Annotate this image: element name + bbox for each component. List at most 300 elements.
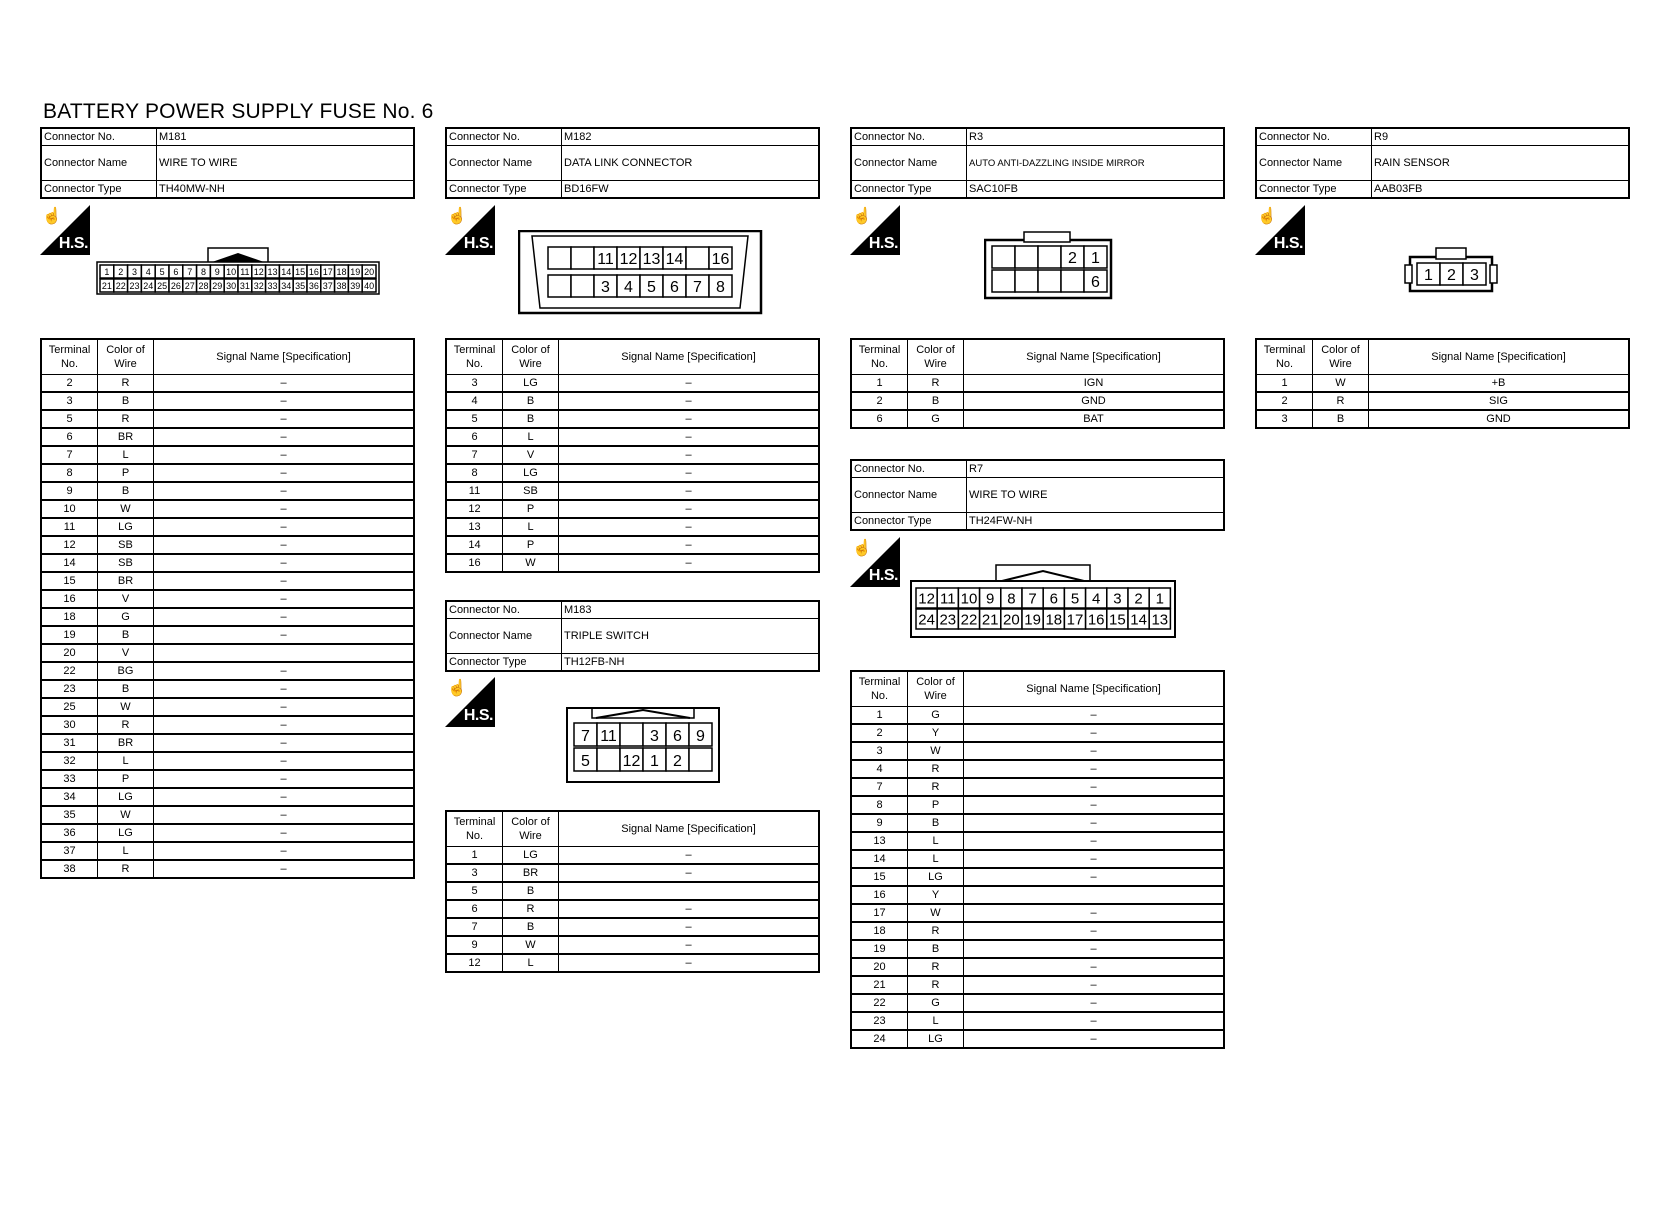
table-row [446, 464, 819, 482]
signal-name-cell: – [559, 918, 820, 936]
terminal-no-cell: 37 [41, 842, 98, 860]
wire-color-cell: R [503, 900, 559, 918]
signal-name-cell: – [559, 900, 820, 918]
pin-cell [689, 748, 712, 771]
signal-name-cell [964, 886, 1225, 904]
terminal-no-cell: 4 [446, 392, 503, 410]
signal-name-cell [154, 644, 415, 662]
table-row [41, 608, 414, 626]
hand-icon: ☝ [852, 208, 872, 225]
signal-name-cell: GND [964, 392, 1225, 410]
wire-color-cell: L [98, 752, 154, 770]
terminal-no-cell: 15 [41, 572, 98, 590]
table-row [851, 760, 1224, 778]
header-terminal-no: Terminal No. [851, 671, 908, 707]
pin-cell [1038, 246, 1061, 268]
table-row [446, 482, 819, 500]
pin-label: 17 [1066, 611, 1084, 629]
terminal-no-cell: 3 [1256, 410, 1313, 428]
terminal-no-cell: 10 [41, 500, 98, 518]
pin-cell [597, 748, 620, 771]
signal-name-cell: – [154, 590, 415, 608]
header-color-of-wire: Color of Wire [908, 671, 964, 707]
table-row [41, 626, 414, 644]
table-row [41, 770, 414, 788]
table-row [41, 464, 414, 482]
table-row [851, 832, 1224, 850]
table-row [446, 428, 819, 446]
wire-color-cell: LG [98, 788, 154, 806]
signal-name-cell: – [154, 788, 415, 806]
terminal-no-cell: 3 [446, 864, 503, 882]
signal-name-cell: – [154, 428, 415, 446]
terminal-no-cell: 15 [851, 868, 908, 886]
terminal-no-cell: 12 [446, 954, 503, 972]
terminal-no-cell: 33 [41, 770, 98, 788]
terminal-no-cell: 14 [446, 536, 503, 554]
pin-label: 12 [622, 752, 641, 770]
pin-label: 21 [101, 281, 112, 292]
table-row [851, 868, 1224, 886]
connector-face-r3 [984, 230, 1114, 300]
terminal-no-cell: 12 [41, 536, 98, 554]
table-row [41, 500, 414, 518]
terminal-no-cell: 25 [41, 698, 98, 716]
pin-label: 2 [1068, 250, 1077, 268]
table-row [446, 375, 819, 393]
wire-color-cell: Y [908, 724, 964, 742]
terminal-no-cell: 18 [41, 608, 98, 626]
wire-color-cell: W [908, 742, 964, 760]
table-row [446, 410, 819, 428]
pin-label: 3 [650, 727, 659, 745]
signal-name-cell: – [154, 842, 415, 860]
pin-label: 32 [253, 281, 264, 292]
signal-name-cell: – [154, 500, 415, 518]
pin-label: 16 [1087, 611, 1105, 629]
signal-name-cell: – [559, 864, 820, 882]
wire-color-cell: LG [908, 1030, 964, 1048]
table-row [41, 392, 414, 410]
pin-label: 1 [650, 752, 659, 770]
pin-label: 12 [918, 590, 935, 608]
terminal-no-cell: 38 [41, 860, 98, 878]
signal-name-cell: – [154, 860, 415, 878]
pin-label: 14 [665, 251, 684, 269]
table-row [41, 482, 414, 500]
table-row [41, 734, 414, 752]
label-connector-type: Connector Type [41, 181, 157, 199]
pin-label: 2 [1447, 267, 1456, 285]
signal-name-cell: – [964, 1012, 1225, 1030]
terminal-table-r7 [850, 670, 1225, 1049]
terminal-no-cell: 18 [851, 922, 908, 940]
terminal-no-cell: 20 [851, 958, 908, 976]
label-connector-name: Connector Name [1256, 146, 1372, 181]
table-row [41, 410, 414, 428]
pin-label: 10 [226, 267, 237, 278]
terminal-no-cell: 5 [41, 410, 98, 428]
pin-label: 5 [647, 279, 656, 297]
label-connector-type: Connector Type [851, 513, 967, 531]
terminal-no-cell: 2 [851, 724, 908, 742]
pin-label: 4 [624, 279, 633, 297]
terminal-no-cell: 31 [41, 734, 98, 752]
connector-name: RAIN SENSOR [1372, 146, 1630, 181]
pin-label: 28 [198, 281, 209, 292]
terminal-no-cell: 5 [446, 882, 503, 900]
wire-color-cell: R [1313, 392, 1369, 410]
signal-name-cell: – [154, 698, 415, 716]
label-connector-no: Connector No. [1256, 128, 1372, 146]
pin-cell [1015, 270, 1038, 292]
table-row [41, 536, 414, 554]
pin-label: 15 [1109, 611, 1126, 629]
signal-name-cell: – [964, 814, 1225, 832]
pin-cell [548, 247, 571, 269]
pin-label: 24 [918, 611, 935, 629]
pin-label: 1 [104, 267, 110, 278]
pin-label: 40 [364, 281, 375, 292]
connector-face-m182 [518, 230, 768, 316]
wire-color-cell: B [908, 392, 964, 410]
table-row [41, 698, 414, 716]
connector-no: M182 [562, 128, 820, 146]
terminal-no-cell: 1 [446, 847, 503, 865]
connector-no: M181 [157, 128, 415, 146]
wire-color-cell: B [503, 410, 559, 428]
pin-label: 13 [1151, 611, 1169, 629]
pin-label: 3 [1470, 267, 1479, 285]
terminal-no-cell: 19 [851, 940, 908, 958]
connector-no: R7 [967, 460, 1225, 478]
wire-color-cell: R [98, 410, 154, 428]
hs-icon: ☝ H.S. [850, 537, 900, 587]
terminal-no-cell: 24 [851, 1030, 908, 1048]
connector-no: R9 [1372, 128, 1630, 146]
signal-name-cell: – [154, 806, 415, 824]
wire-color-cell: L [908, 1012, 964, 1030]
table-row [851, 742, 1224, 760]
terminal-no-cell: 23 [41, 680, 98, 698]
table-row [41, 752, 414, 770]
table-row [851, 904, 1224, 922]
header-terminal-no: Terminal No. [851, 339, 908, 375]
table-row [851, 994, 1224, 1012]
pin-label: 31 [239, 281, 250, 292]
label-connector-name: Connector Name [851, 478, 967, 513]
hs-icon: ☝ H.S. [850, 205, 900, 255]
signal-name-cell: – [559, 392, 820, 410]
wire-color-cell: P [98, 464, 154, 482]
connector-face-r7 [910, 561, 1180, 641]
signal-name-cell: – [559, 500, 820, 518]
pin-label: 6 [1049, 590, 1058, 608]
pin-label: 7 [693, 279, 702, 297]
pin-label: 7 [581, 727, 590, 745]
terminal-no-cell: 20 [41, 644, 98, 662]
table-row [446, 847, 819, 865]
signal-name-cell: – [154, 680, 415, 698]
connector-type: AAB03FB [1372, 181, 1630, 199]
pin-label: 3 [131, 267, 138, 278]
wire-color-cell: L [98, 842, 154, 860]
wire-color-cell: R [908, 760, 964, 778]
pin-label: 37 [322, 281, 333, 292]
terminal-no-cell: 23 [851, 1012, 908, 1030]
header-signal-name: Signal Name [Specification] [1369, 339, 1630, 375]
terminal-no-cell: 22 [41, 662, 98, 680]
terminal-no-cell: 17 [851, 904, 908, 922]
signal-name-cell: SIG [1369, 392, 1630, 410]
table-row [446, 882, 819, 900]
pin-label: 13 [267, 267, 278, 278]
connector-r7-info [850, 459, 1225, 531]
wire-color-cell: R [98, 716, 154, 734]
signal-name-cell: – [154, 824, 415, 842]
wire-color-cell: V [98, 590, 154, 608]
wire-color-cell: W [98, 806, 154, 824]
table-row [851, 392, 1224, 410]
header-terminal-no: Terminal No. [446, 811, 503, 847]
wire-color-cell: B [98, 680, 154, 698]
table-row [41, 806, 414, 824]
connector-face-r9 [1404, 245, 1500, 295]
terminal-table-m182 [445, 338, 820, 573]
table-row [446, 446, 819, 464]
pin-label: 6 [673, 727, 682, 745]
header-color-of-wire: Color of Wire [1313, 339, 1369, 375]
pin-label: 3 [601, 279, 610, 297]
pin-cell [571, 247, 594, 269]
pin-label: 16 [711, 251, 730, 269]
table-row [41, 375, 414, 393]
wire-color-cell: L [98, 446, 154, 464]
pin-cell [1015, 246, 1038, 268]
signal-name-cell: – [964, 796, 1225, 814]
wire-color-cell: BR [503, 864, 559, 882]
connector-type: SAC10FB [967, 181, 1225, 199]
wire-color-cell: Y [908, 886, 964, 904]
table-row [851, 976, 1224, 994]
pin-label: 11 [240, 267, 250, 278]
label-connector-name: Connector Name [446, 146, 562, 181]
terminal-no-cell: 8 [446, 464, 503, 482]
wire-color-cell: G [908, 410, 964, 428]
terminal-no-cell: 6 [446, 428, 503, 446]
signal-name-cell: – [154, 482, 415, 500]
signal-name-cell: – [154, 572, 415, 590]
terminal-no-cell: 6 [446, 900, 503, 918]
terminal-no-cell: 7 [41, 446, 98, 464]
wire-color-cell: B [908, 940, 964, 958]
wire-color-cell: W [503, 554, 559, 572]
terminal-table-r3 [850, 338, 1225, 429]
pin-label: 23 [939, 611, 957, 629]
terminal-no-cell: 35 [41, 806, 98, 824]
table-row [851, 886, 1224, 904]
wire-color-cell: V [503, 446, 559, 464]
pin-label: 2 [1134, 590, 1143, 608]
signal-name-cell: +B [1369, 375, 1630, 393]
hand-icon: ☝ [447, 680, 467, 697]
signal-name-cell: – [559, 464, 820, 482]
pin-label: 5 [1070, 590, 1080, 608]
pin-cell [1038, 270, 1061, 292]
terminal-no-cell: 16 [446, 554, 503, 572]
wire-color-cell: B [98, 392, 154, 410]
connector-m181-info [40, 127, 415, 199]
table-row [446, 536, 819, 554]
connector-name: WIRE TO WIRE [157, 146, 415, 181]
pin-label: 9 [214, 267, 220, 278]
signal-name-cell: – [154, 518, 415, 536]
terminal-no-cell: 4 [851, 760, 908, 778]
signal-name-cell: – [964, 778, 1225, 796]
signal-name-cell: – [154, 464, 415, 482]
wire-color-cell: G [908, 994, 964, 1012]
label-connector-no: Connector No. [446, 128, 562, 146]
table-row [41, 662, 414, 680]
wire-color-cell: LG [908, 868, 964, 886]
table-row [41, 446, 414, 464]
table-row [446, 918, 819, 936]
table-row [851, 814, 1224, 832]
pin-label: 11 [597, 251, 614, 269]
table-row [41, 788, 414, 806]
pin-label: 6 [670, 279, 679, 297]
pin-label: 34 [281, 281, 292, 292]
header-color-of-wire: Color of Wire [98, 339, 154, 375]
pin-label: 11 [600, 727, 617, 745]
signal-name-cell: – [154, 554, 415, 572]
wire-color-cell: B [503, 392, 559, 410]
pin-cell [1061, 270, 1084, 292]
header-signal-name: Signal Name [Specification] [964, 339, 1225, 375]
connector-name: WIRE TO WIRE [967, 478, 1225, 513]
connector-latch [1024, 232, 1070, 242]
connector-r3-info [850, 127, 1225, 199]
table-row [41, 428, 414, 446]
pin-label: 19 [350, 267, 361, 278]
terminal-no-cell: 3 [446, 375, 503, 393]
signal-name-cell: – [964, 994, 1225, 1012]
label-connector-no: Connector No. [41, 128, 157, 146]
pin-label: 12 [253, 267, 264, 278]
wire-color-cell: V [98, 644, 154, 662]
wire-color-cell: L [503, 518, 559, 536]
pin-label: 36 [308, 281, 319, 292]
pin-label: 13 [642, 251, 661, 269]
table-row [41, 860, 414, 878]
label-connector-name: Connector Name [41, 146, 157, 181]
signal-name-cell: – [559, 428, 820, 446]
connector-name: AUTO ANTI-DAZZLING INSIDE MIRROR [967, 146, 1225, 181]
hand-icon: ☝ [852, 540, 872, 557]
connector-no: R3 [967, 128, 1225, 146]
pin-label: 9 [986, 590, 995, 608]
signal-name-cell: – [154, 410, 415, 428]
signal-name-cell: – [964, 760, 1225, 778]
pin-label: 27 [184, 281, 195, 292]
pin-label: 29 [212, 281, 223, 292]
pin-label: 14 [281, 267, 292, 278]
pin-label: 12 [619, 251, 638, 269]
signal-name-cell: – [964, 958, 1225, 976]
signal-name-cell: – [964, 868, 1225, 886]
connector-type: TH12FB-NH [562, 654, 820, 672]
table-row [851, 940, 1224, 958]
terminal-no-cell: 2 [851, 392, 908, 410]
terminal-no-cell: 21 [851, 976, 908, 994]
terminal-no-cell: 13 [851, 832, 908, 850]
signal-name-cell: – [154, 536, 415, 554]
wire-color-cell: SB [503, 482, 559, 500]
signal-name-cell: – [154, 752, 415, 770]
label-connector-type: Connector Type [446, 654, 562, 672]
hs-icon: ☝ H.S. [445, 205, 495, 255]
signal-name-cell: BAT [964, 410, 1225, 428]
pin-label: 25 [157, 281, 168, 292]
label-connector-name: Connector Name [446, 619, 562, 654]
table-row [851, 958, 1224, 976]
table-row [1256, 410, 1629, 428]
pin-label: 20 [1003, 611, 1020, 629]
pin-label: 10 [960, 590, 978, 608]
table-row [41, 590, 414, 608]
signal-name-cell: – [964, 922, 1225, 940]
terminal-table-m183 [445, 810, 820, 973]
signal-name-cell: – [154, 375, 415, 393]
signal-name-cell: – [559, 954, 820, 972]
pin-label: 17 [322, 267, 333, 278]
label-connector-name: Connector Name [851, 146, 967, 181]
pin-label: 35 [295, 281, 306, 292]
connector-latch [1436, 248, 1466, 259]
pin-label: 11 [940, 590, 956, 608]
table-row [41, 680, 414, 698]
table-row [446, 954, 819, 972]
label-connector-no: Connector No. [446, 601, 562, 619]
terminal-no-cell: 16 [851, 886, 908, 904]
label-connector-type: Connector Type [446, 181, 562, 199]
pin-label: 23 [129, 281, 140, 292]
wire-color-cell: B [503, 918, 559, 936]
pin-label: 2 [673, 752, 682, 770]
wire-color-cell: LG [503, 847, 559, 865]
pin-label: 7 [1028, 590, 1037, 608]
table-row [446, 518, 819, 536]
pin-label: 16 [308, 267, 319, 278]
wire-color-cell: W [1313, 375, 1369, 393]
table-row [851, 1030, 1224, 1048]
pin-label: 6 [1091, 274, 1100, 292]
pin-label: 15 [295, 267, 306, 278]
header-signal-name: Signal Name [Specification] [559, 339, 820, 375]
signal-name-cell: – [154, 716, 415, 734]
wire-color-cell: G [908, 707, 964, 725]
table-row [446, 900, 819, 918]
terminal-no-cell: 6 [851, 410, 908, 428]
terminal-no-cell: 34 [41, 788, 98, 806]
terminal-no-cell: 12 [446, 500, 503, 518]
signal-name-cell: – [964, 976, 1225, 994]
header-signal-name: Signal Name [Specification] [559, 811, 820, 847]
signal-name-cell: – [964, 850, 1225, 868]
wire-color-cell: R [98, 375, 154, 393]
pin-label: 39 [350, 281, 361, 292]
terminal-no-cell: 36 [41, 824, 98, 842]
